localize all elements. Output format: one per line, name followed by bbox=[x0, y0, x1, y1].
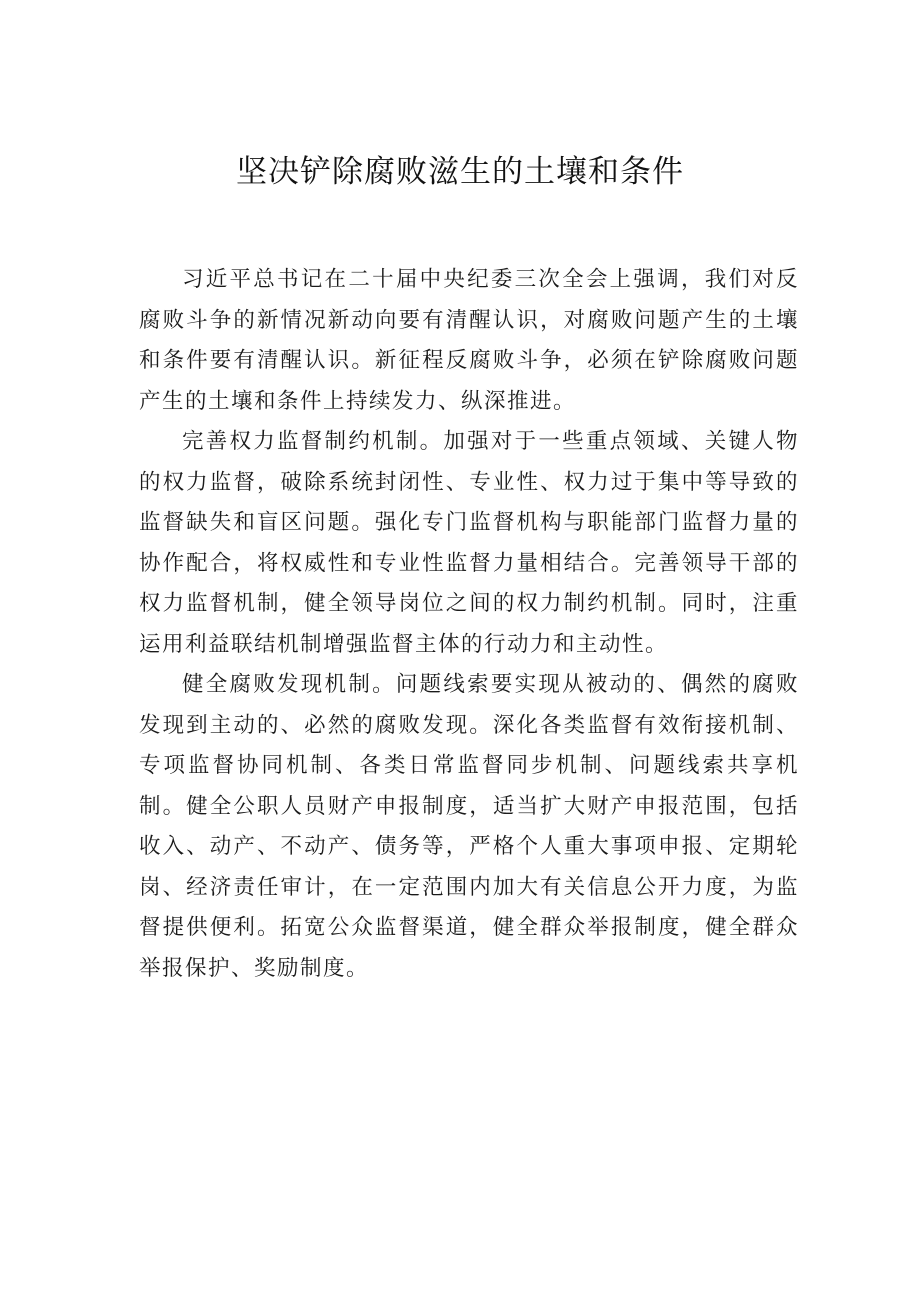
document-title: 坚决铲除腐败滋生的土壤和条件 bbox=[236, 154, 684, 190]
paragraph-power-supervision: 完善权力监督制约机制。加强对于一些重点领域、关键人物的权力监督，破除系统封闭性、专业性、权力过于集中等导致的监督缺失和盲区问题。强化专门监督机构与职能部门监督力量的协作配合，将权威性和专业性监督力量相结合。完善领导干部的权力监督机制，健全领导岗位之间的权力制约机制。同时，注重运用利益联结机制增强监督主体的行动力和主动性。 bbox=[139, 429, 799, 657]
document-body bbox=[139, 260, 799, 989]
paragraph-corruption-detection: 健全腐败发现机制。问题线索要实现从被动的、偶然的腐败发现到主动的、必然的腐败发现。深化各类监督有效衔接机制、专项监督协同机制、各类日常监督同步机制、问题线索共享机制。健全公职人员财产申报制度，适当扩大财产申报范围，包括收入、动产、不动产、债务等，严格个人重大事项申报、定期轮岗、经济责任审计，在一定范围内加大有关信息公开力度，为监督提供便利。拓宽公众监督渠道，健全群众举报制度，健全群众举报保护、奖励制度。 bbox=[139, 672, 799, 981]
paragraph-intro: 习近平总书记在二十届中央纪委三次全会上强调，我们对反腐败斗争的新情况新动向要有清醒认识，对腐败问题产生的土壤和条件要有清醒认识。新征程反腐败斗争，必须在铲除腐败问题产生的土壤和条件上持续发力、纵深推进。 bbox=[139, 267, 799, 414]
